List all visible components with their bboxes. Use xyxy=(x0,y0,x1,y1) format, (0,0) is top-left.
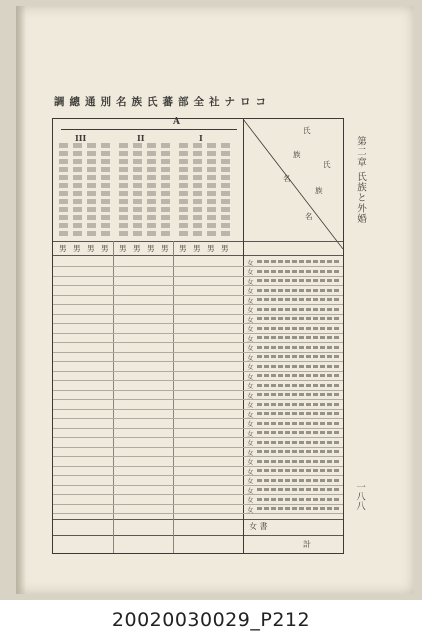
table-divider xyxy=(113,241,114,553)
clan-name-table xyxy=(52,118,344,554)
row-name-text xyxy=(257,270,339,273)
group-marker: II xyxy=(137,133,145,143)
row-name-text xyxy=(257,422,339,425)
male-header: 男 xyxy=(119,244,127,253)
name-column xyxy=(179,143,188,239)
row-name-text xyxy=(257,450,339,453)
name-column xyxy=(101,143,110,239)
female-marker: 女 xyxy=(247,467,254,476)
female-marker: 女 xyxy=(247,268,254,276)
table-row-rule xyxy=(53,323,343,324)
document-page xyxy=(16,6,414,594)
female-marker: 女 xyxy=(247,448,254,457)
row-name-text xyxy=(257,479,339,482)
female-marker: 女 xyxy=(247,382,254,390)
female-total-label: 女 書 xyxy=(249,522,268,531)
row-name-text xyxy=(257,469,339,472)
table-row-rule xyxy=(53,504,343,505)
page-number: 一八八 xyxy=(354,482,365,511)
row-name-text xyxy=(257,507,339,510)
table-row-rule xyxy=(53,390,343,391)
row-name-text xyxy=(257,308,339,311)
female-marker: 女 xyxy=(247,477,254,485)
male-header: 男 xyxy=(73,244,81,253)
name-column xyxy=(193,143,202,239)
table-row-rule xyxy=(53,342,343,343)
row-name-text xyxy=(257,488,339,491)
female-marker: 女 xyxy=(247,315,254,324)
female-marker: 女 xyxy=(247,325,254,333)
running-header: 第二章 氏族と外婚 xyxy=(355,136,366,225)
name-column xyxy=(221,143,230,239)
row-name-text xyxy=(257,374,339,377)
male-header: 男 xyxy=(101,244,109,253)
table-row-rule xyxy=(53,285,343,286)
name-column xyxy=(133,143,142,239)
table-divider xyxy=(243,119,244,553)
female-marker: 女 xyxy=(247,258,254,267)
name-column xyxy=(87,143,96,239)
table-row-rule xyxy=(53,437,343,438)
table-row-rule xyxy=(53,304,343,305)
row-name-text xyxy=(257,260,339,263)
male-header: 男 xyxy=(193,244,201,253)
female-marker: 女 xyxy=(247,306,254,314)
header-label: 名 xyxy=(305,212,313,221)
female-marker: 女 xyxy=(247,296,254,305)
male-header: 男 xyxy=(133,244,141,253)
table-row-rule xyxy=(53,276,343,277)
header-label: 氏 xyxy=(303,126,311,135)
row-name-text xyxy=(257,289,339,292)
name-column xyxy=(207,143,216,239)
female-marker: 女 xyxy=(247,372,254,381)
header-label: 族 xyxy=(293,150,301,159)
name-column xyxy=(73,143,82,239)
row-name-text xyxy=(257,317,339,320)
table-row-rule xyxy=(53,295,343,296)
table-row-rule xyxy=(53,409,343,410)
table-row-rule xyxy=(53,513,343,514)
table-row-rule xyxy=(53,428,343,429)
row-name-text xyxy=(257,355,339,358)
female-marker: 女 xyxy=(247,439,254,447)
table-row-rule xyxy=(53,380,343,381)
page-title: 調總通別名族氏蕃部全社ナロコ xyxy=(54,96,271,108)
female-marker: 女 xyxy=(247,401,254,409)
male-header: 男 xyxy=(221,244,229,253)
image-caption: 20020030029_P212 xyxy=(0,600,422,640)
male-header: 男 xyxy=(161,244,169,253)
header-label: 氏 xyxy=(323,160,331,169)
female-marker: 女 xyxy=(247,353,254,362)
table-rule xyxy=(53,519,343,520)
group-marker: III xyxy=(75,133,87,143)
table-row-rule xyxy=(53,494,343,495)
table-row-rule xyxy=(53,466,343,467)
total-label: 計 xyxy=(303,540,311,549)
row-name-text xyxy=(257,431,339,434)
female-marker: 女 xyxy=(247,334,254,343)
row-name-text xyxy=(257,384,339,387)
female-marker: 女 xyxy=(247,420,254,428)
name-column xyxy=(59,143,68,239)
female-marker: 女 xyxy=(247,429,254,438)
row-name-text xyxy=(257,498,339,501)
male-header: 男 xyxy=(147,244,155,253)
row-name-text xyxy=(257,279,339,282)
header-label: 族 xyxy=(315,186,323,195)
male-header: 男 xyxy=(179,244,187,253)
female-marker: 女 xyxy=(247,391,254,400)
female-marker: 女 xyxy=(247,486,254,495)
table-row-rule xyxy=(53,352,343,353)
header-label: 名 xyxy=(283,174,291,183)
row-name-text xyxy=(257,460,339,463)
table-row-rule xyxy=(53,361,343,362)
female-marker: 女 xyxy=(247,363,254,371)
name-column xyxy=(119,143,128,239)
table-row-rule xyxy=(53,447,343,448)
female-marker: 女 xyxy=(247,496,254,504)
row-name-text xyxy=(257,327,339,330)
row-name-text xyxy=(257,393,339,396)
female-marker: 女 xyxy=(247,344,254,352)
page-binding-shadow xyxy=(16,6,26,594)
table-row-rule xyxy=(53,314,343,315)
table-rule xyxy=(53,241,343,242)
table-row-rule xyxy=(53,475,343,476)
female-marker: 女 xyxy=(247,287,254,295)
female-marker: 女 xyxy=(247,277,254,286)
table-row-rule xyxy=(53,371,343,372)
male-header: 男 xyxy=(87,244,95,253)
row-name-text xyxy=(257,336,339,339)
table-row-rule xyxy=(53,418,343,419)
male-header: 男 xyxy=(59,244,67,253)
table-row-rule xyxy=(53,333,343,334)
name-column xyxy=(147,143,156,239)
table-row-rule xyxy=(53,399,343,400)
row-name-text xyxy=(257,403,339,406)
table-row-rule xyxy=(53,266,343,267)
name-column xyxy=(161,143,170,239)
row-name-text xyxy=(257,441,339,444)
table-section-label: A xyxy=(173,117,180,127)
section-brace xyxy=(61,129,237,130)
table-row-rule xyxy=(53,485,343,486)
row-name-text xyxy=(257,412,339,415)
table-rule xyxy=(53,535,343,536)
female-marker: 女 xyxy=(247,458,254,466)
table-rule xyxy=(53,255,343,256)
row-name-text xyxy=(257,298,339,301)
diagonal-header-cell xyxy=(243,119,343,249)
table-divider xyxy=(173,241,174,553)
male-header: 男 xyxy=(207,244,215,253)
female-marker: 女 xyxy=(247,505,254,514)
row-name-text xyxy=(257,365,339,368)
group-marker: I xyxy=(199,133,203,143)
row-name-text xyxy=(257,346,339,349)
table-row-rule xyxy=(53,456,343,457)
female-marker: 女 xyxy=(247,410,254,419)
